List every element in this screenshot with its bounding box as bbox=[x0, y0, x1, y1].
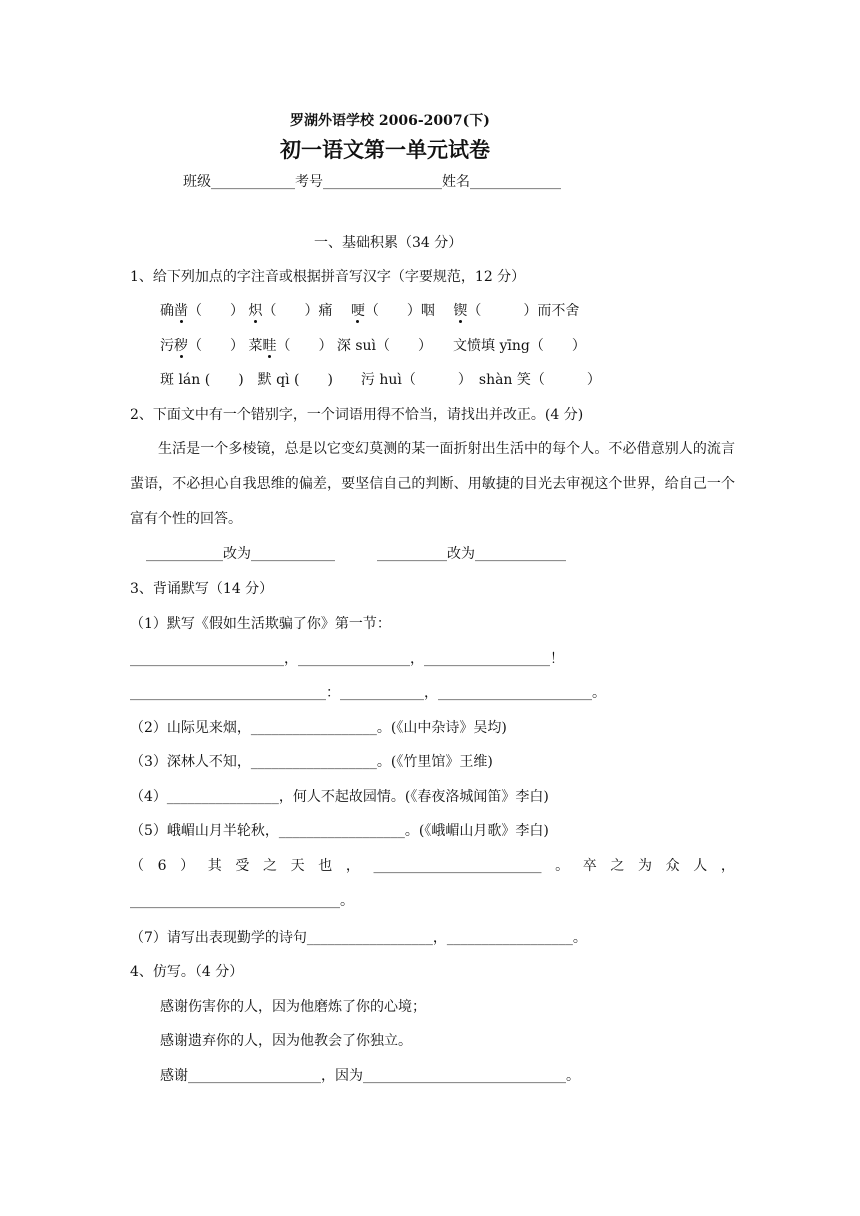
question-1-row-1: 确凿（ ） 炽（ ）痛 哽（ ）咽 锲（ ）而不舍 bbox=[160, 303, 580, 319]
question-3-item: （3）深林人不知，__________________。(《竹里馆》王维) bbox=[130, 754, 493, 770]
question-3-item: （2）山际见来烟，__________________。(《山中杂诗》吴均) bbox=[130, 720, 507, 736]
exam-title: 初一语文第一单元试卷 bbox=[280, 137, 490, 162]
school-name: 罗湖外语学校 2006-2007(下) bbox=[290, 113, 490, 129]
question-3-stem: 3、背诵默写（14 分） bbox=[130, 581, 274, 597]
question-4-example: 感谢伤害你的人，因为他磨炼了你的心境； bbox=[160, 999, 426, 1015]
section-title: 一、基础积累（34 分） bbox=[314, 235, 463, 251]
student-info-line: 班级____________考号_________________姓名_____________ bbox=[183, 174, 561, 190]
dotted-char: 凿 bbox=[174, 303, 188, 319]
question-3-item: （5）峨嵋山月半轮秋，__________________。(《峨嵋山月歌》李白) bbox=[130, 823, 549, 839]
question-4-example: 感谢遗弃你的人，因为他教会了你独立。 bbox=[160, 1033, 412, 1049]
dotted-char: 哽 bbox=[350, 303, 365, 319]
dotted-char: 锲 bbox=[453, 303, 468, 319]
question-3-blank-line: ______________________________。 bbox=[130, 893, 354, 909]
dotted-char: 炽 bbox=[248, 303, 263, 319]
question-4-stem: 4、仿写。（4 分） bbox=[130, 964, 244, 980]
dotted-char: 畦 bbox=[262, 338, 277, 354]
question-2-answer-line: ___________改为____________ __________改为_____________ bbox=[146, 546, 566, 562]
question-3-item: （7）请写出表现勤学的诗句__________________，__________________。 bbox=[130, 930, 587, 946]
question-1-row-2: 污秽（ ） 菜畦（ ） 深 suì（ ） 文愤填 yīng（ ） bbox=[160, 338, 586, 354]
question-3-item-6: （ 6 ） 其 受 之 天 也 ， ________________________ 。 卒 之 为 众 人 ， bbox=[130, 858, 735, 874]
question-4-blank-line: 感谢___________________，因为_____________________________。 bbox=[160, 1068, 580, 1084]
question-2-passage: 生活是一个多棱镜，总是以它变幻莫测的某一面折射出生活中的每个人。不必借意别人的流言蜚语，不必担心自我思维的偏差，要坚信自己的判断、用敏捷的目光去审视这个世界，给自己一个富有个性的回答。 bbox=[130, 441, 735, 527]
question-1-stem: 1、给下列加点的字注音或根据拼音写汉字（字要规范，12 分） bbox=[130, 269, 526, 285]
question-3-blank-line: ______________________，________________，__________________！ bbox=[130, 651, 564, 667]
question-2-stem: 2、下面文中有一个错别字，一个词语用得不恰当，请找出并改正。(4 分) bbox=[130, 407, 584, 423]
dotted-char: 秽 bbox=[174, 338, 188, 354]
question-3-blank-line: ____________________________：____________，______________________。 bbox=[130, 685, 606, 701]
question-3-item: （4）________________，何人不起故园情。(《春夜洛城闻笛》李白) bbox=[130, 789, 549, 805]
question-1-row-3: 斑 lán ( ) 默 qì ( ) 污 huì（ ） shàn 笑（ ） bbox=[160, 372, 601, 388]
question-3-item: （1）默写《假如生活欺骗了你》第一节： bbox=[130, 616, 391, 632]
